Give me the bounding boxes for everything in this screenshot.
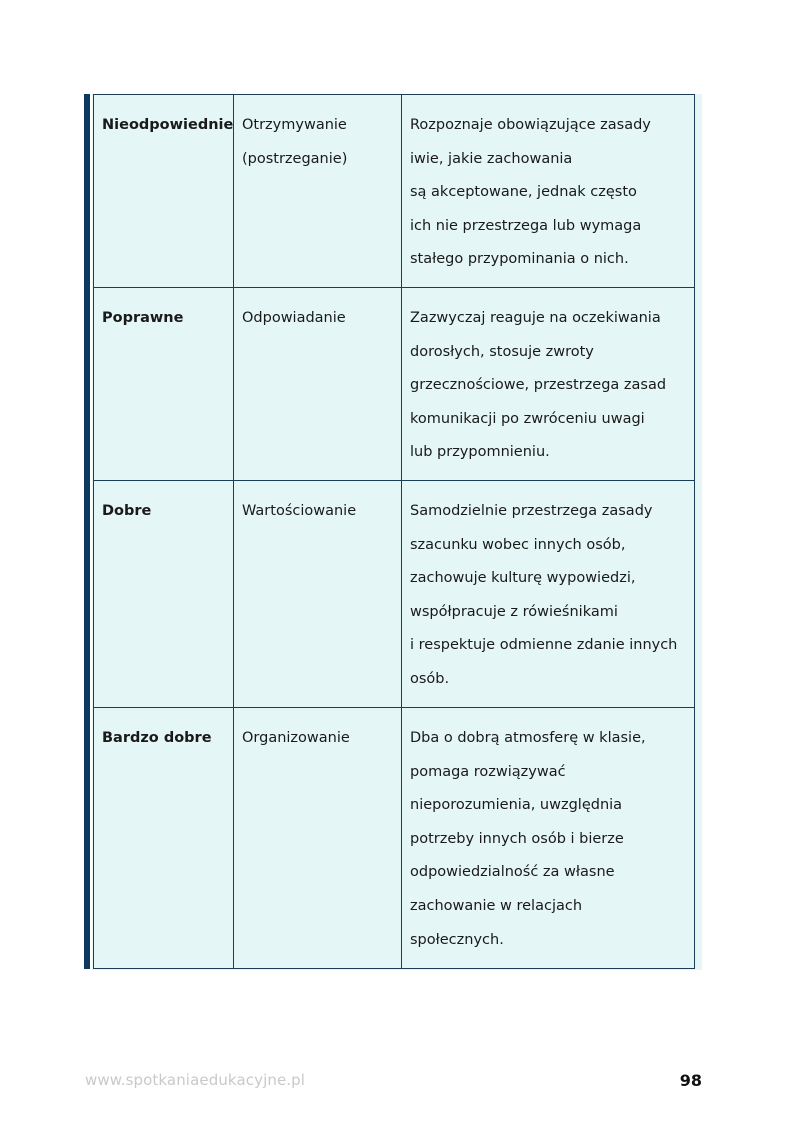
description-line: współpracuje z rówieśnikami [410,603,618,620]
table-row [94,288,695,481]
rating-cell [94,288,234,481]
description-line: Rozpoznaje obowiązujące zasady [410,117,651,133]
level-cell [234,708,402,969]
description-line: stałego przypominania o nich. [410,251,629,268]
rating-cell [94,708,234,969]
rating-label: Dobre [102,503,152,519]
level-line: Otrzymywanie [242,117,347,133]
description-line: iwie, jakie zachowania [410,150,573,167]
description-line: i respektuje odmienne zdanie innych [410,637,678,654]
rating-cell [94,481,234,708]
rating-label: Nieodpowiednie [102,117,234,133]
description-cell [402,288,695,481]
level-line: Odpowiadanie [242,310,346,326]
description-line: osób. [410,670,450,687]
description-line: lub przypomnieniu. [410,444,550,461]
footer-url[interactable]: www.spotkaniaedukacyjne.pl [85,1071,306,1089]
description-line: zachowuje kulturę wypowiedzi, [410,570,636,587]
description-cell [402,481,695,708]
description-line: zachowanie w relacjach [410,897,583,914]
description-line: Zazwyczaj reaguje na oczekiwania [410,310,661,326]
description-line: są akceptowane, jednak często [410,184,637,201]
table-row [94,708,695,969]
page-number: 98 [679,1071,702,1090]
description-line: społecznych. [410,931,504,948]
description-line: odpowiedzialność za własne [410,864,615,881]
description-line: grzecznościowe, przestrzega zasad [410,377,667,394]
level-line: Organizowanie [242,730,350,746]
level-cell [234,288,402,481]
rating-label: Bardzo dobre [102,730,212,746]
description-line: nieporozumienia, uwzględnia [410,797,623,814]
rating-label: Poprawne [102,310,184,326]
description-cell [402,708,695,969]
description-line: Samodzielnie przestrzega zasady [410,503,653,519]
behavior-rating-table [93,94,695,969]
accent-bar [84,94,90,969]
level-line: Wartościowanie [242,503,357,519]
description-line: ich nie przestrzega lub wymaga [410,217,642,234]
level-cell [234,481,402,708]
description-cell [402,95,695,288]
description-line: potrzeby innych osób i bierze [410,830,624,847]
description-line: komunikacji po zwróceniu uwagi [410,410,645,427]
table-row [94,481,695,708]
description-line: Dba o dobrą atmosferę w klasie, [410,730,646,746]
level-line: (postrzeganie) [242,150,348,167]
description-line: szacunku wobec innych osób, [410,536,626,553]
description-line: pomaga rozwiązywać [410,763,566,780]
description-line: dorosłych, stosuje zwroty [410,343,594,360]
rating-cell [94,95,234,288]
table-row [94,95,695,288]
level-cell [234,95,402,288]
